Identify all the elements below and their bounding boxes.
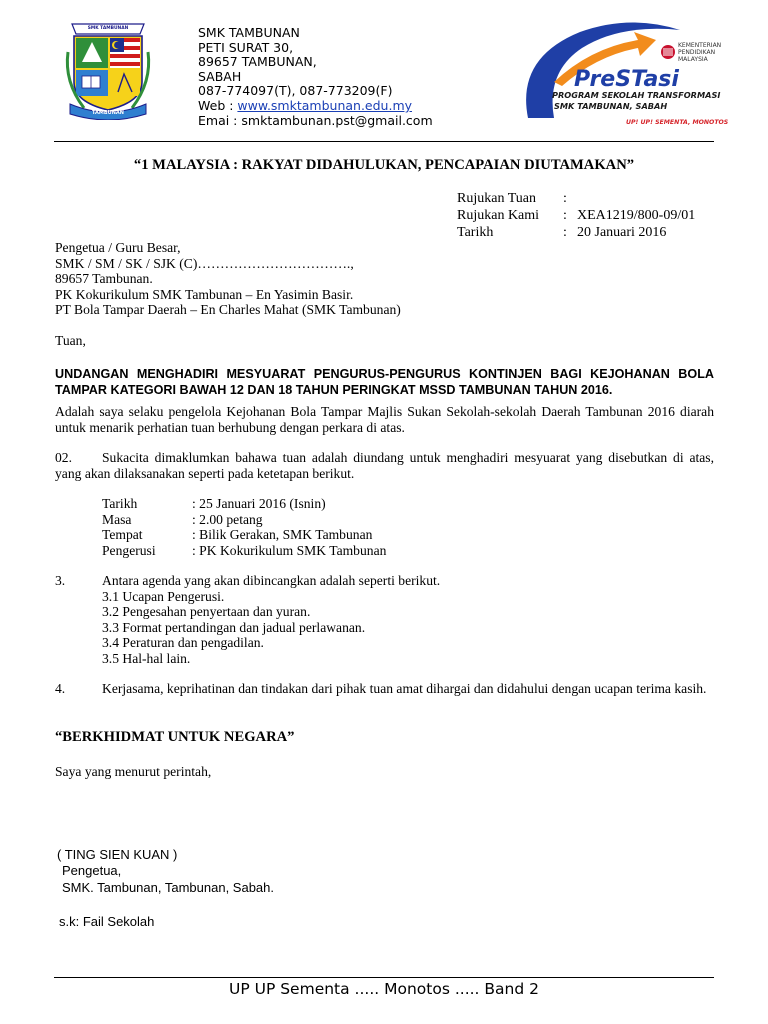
prestasi-slogan: UP! UP! SEMENTA, MONOTOS — [626, 119, 729, 126]
our-reference-label: Rujukan Kami — [457, 208, 540, 223]
carbon-copy: s.k: Fail Sekolah — [59, 914, 155, 929]
your-reference-sep: : — [563, 191, 567, 206]
detail-value: : 25 Januari 2016 (Isnin) — [192, 496, 326, 511]
agenda-item: 3.2 Pengesahan penyertaan dan yuran. — [102, 604, 311, 619]
crest-banner-top: SMK TAMBUNAN — [87, 25, 129, 31]
ministry-line-3: MALAYSIA — [678, 56, 708, 63]
prestasi-subtitle-2: SMK TAMBUNAN, SABAH — [554, 101, 668, 111]
closing-motto: “BERKHIDMAT UNTUK NEGARA” — [55, 729, 295, 745]
our-reference-row — [457, 208, 695, 224]
recipient-line: PT Bola Tampar Daerah – En Charles Mahat (SMK Tambunan) — [55, 302, 401, 317]
footer-divider — [54, 977, 714, 978]
header-divider — [54, 141, 714, 142]
prestasi-subtitle-1: PROGRAM SEKOLAH TRANSFORMASI — [552, 90, 721, 100]
intro-paragraph: Adalah saya selaku pengelola Kejohanan Bola Tampar Majlis Sukan Sekolah-sekolah Daerah Tambunan 2016 diarah untuk menarik perhatian tuan berhubung dengan perkara di atas. — [55, 404, 714, 435]
our-reference-sep: : — [563, 208, 567, 223]
your-reference-row — [457, 191, 577, 207]
website-link[interactable]: www.smktambunan.edu.my — [237, 97, 413, 113]
subject-title: UNDANGAN MENGHADIRI MESYUARAT PENGURUS-PENGURUS KONTINJEN BAGI KEJOHANAN BOLA TAMPAR KATEGORI BAWAH 12 DAN 18 TAHUN PERINGKAT MSSD TAMBUNAN TAHUN 2016. — [55, 367, 714, 397]
date-row — [457, 225, 666, 241]
detail-label: Tarikh — [102, 496, 138, 511]
school-name: SMK TAMBUNAN — [198, 25, 300, 40]
detail-row — [102, 496, 326, 512]
detail-label: Pengerusi — [102, 543, 156, 558]
signatory-organization: SMK. Tambunan, Tambunan, Sabah. — [62, 880, 274, 895]
paragraph-2-number: 02. — [55, 450, 72, 465]
detail-value: : Bilik Gerakan, SMK Tambunan — [192, 527, 373, 542]
ministry-line-1: KEMENTERIAN — [678, 42, 722, 49]
date-sep: : — [563, 225, 567, 240]
paragraph-4 — [55, 681, 714, 697]
detail-label: Masa — [102, 512, 132, 527]
detail-value: : 2.00 petang — [192, 512, 263, 527]
signatory-name: ( TING SIEN KUAN ) — [57, 847, 178, 862]
salutation: Tuan, — [55, 333, 86, 348]
closing-line: Saya yang menurut perintah, — [55, 764, 212, 779]
email-line — [198, 114, 433, 129]
school-address — [198, 26, 433, 128]
web-label: Web : — [198, 97, 234, 113]
agenda-item: 3.4 Peraturan dan pengadilan. — [102, 635, 264, 650]
po-box: PETI SURAT 30, — [198, 39, 294, 55]
signatory-title: Pengetua, — [62, 863, 122, 878]
detail-value: : PK Kokurikulum SMK Tambunan — [192, 543, 387, 558]
web-line — [198, 99, 433, 114]
detail-label: Tempat — [102, 527, 143, 542]
agenda-item: 3.1 Ucapan Pengerusi. — [102, 589, 225, 604]
prestasi-logo — [510, 18, 734, 134]
agenda-item: 3.5 Hal-hal lain. — [102, 651, 191, 666]
ministry-line-2: PENDIDIKAN — [678, 49, 716, 56]
paragraph-2-text: Sukacita dimaklumkan bahawa tuan adalah diundang untuk menghadiri mesyuarat yang disebutkan di atas, yang akan dilaksanakan seperti pada ketetapan berikut. — [55, 450, 714, 481]
recipient-line: Pengetua / Guru Besar, — [55, 240, 181, 255]
detail-row — [102, 543, 386, 559]
paragraph-2 — [55, 450, 714, 482]
national-motto: “1 MALAYSIA : RAKYAT DIDAHULUKAN, PENCAPAIAN DIUTAMAKAN” — [133, 157, 635, 173]
phone-fax: 087-774097(T), 087-773209(F) — [198, 83, 393, 99]
detail-row — [102, 512, 263, 528]
prestasi-wordmark: PreSTasi — [574, 67, 679, 92]
postcode-city: 89657 TAMBUNAN, — [198, 54, 317, 70]
our-reference-value: XEA1219/800-09/01 — [577, 208, 696, 223]
paragraph-3 — [55, 573, 440, 589]
ministry-badge — [661, 42, 721, 63]
email-label: Emai : — [198, 112, 238, 128]
state: SABAH — [198, 68, 242, 84]
paragraph-3-number: 3. — [55, 573, 66, 588]
paragraph-3-text: Antara agenda yang akan dibincangkan adalah seperti berikut. — [102, 573, 441, 588]
recipient-line: PK Kokurikulum SMK Tambunan – En Yasimin Basir. — [55, 287, 354, 302]
recipient-line: 89657 Tambunan. — [55, 271, 153, 286]
paragraph-4-text: Kerjasama, keprihatinan dan tindakan dari pihak tuan amat dihargai dan didahului dengan ucapan terima kasih. — [102, 681, 707, 696]
email-address: smktambunan.pst@gmail.com — [241, 112, 433, 128]
school-crest-icon — [62, 22, 154, 120]
recipient-line: SMK / SM / SK / SJK (C)……………………………., — [55, 256, 354, 271]
footer-slogan: UP UP Sementa ..... Monotos ..... Band 2 — [228, 980, 539, 998]
agenda-item: 3.3 Format pertandingan dan jadual perlawanan. — [102, 620, 366, 635]
crest-banner-bottom: TAMBUNAN — [92, 110, 124, 116]
detail-row — [102, 527, 372, 543]
paragraph-4-number: 4. — [55, 681, 66, 696]
date-value: 20 Januari 2016 — [577, 225, 667, 240]
your-reference-label: Rujukan Tuan — [457, 191, 536, 206]
date-label: Tarikh — [457, 225, 494, 240]
